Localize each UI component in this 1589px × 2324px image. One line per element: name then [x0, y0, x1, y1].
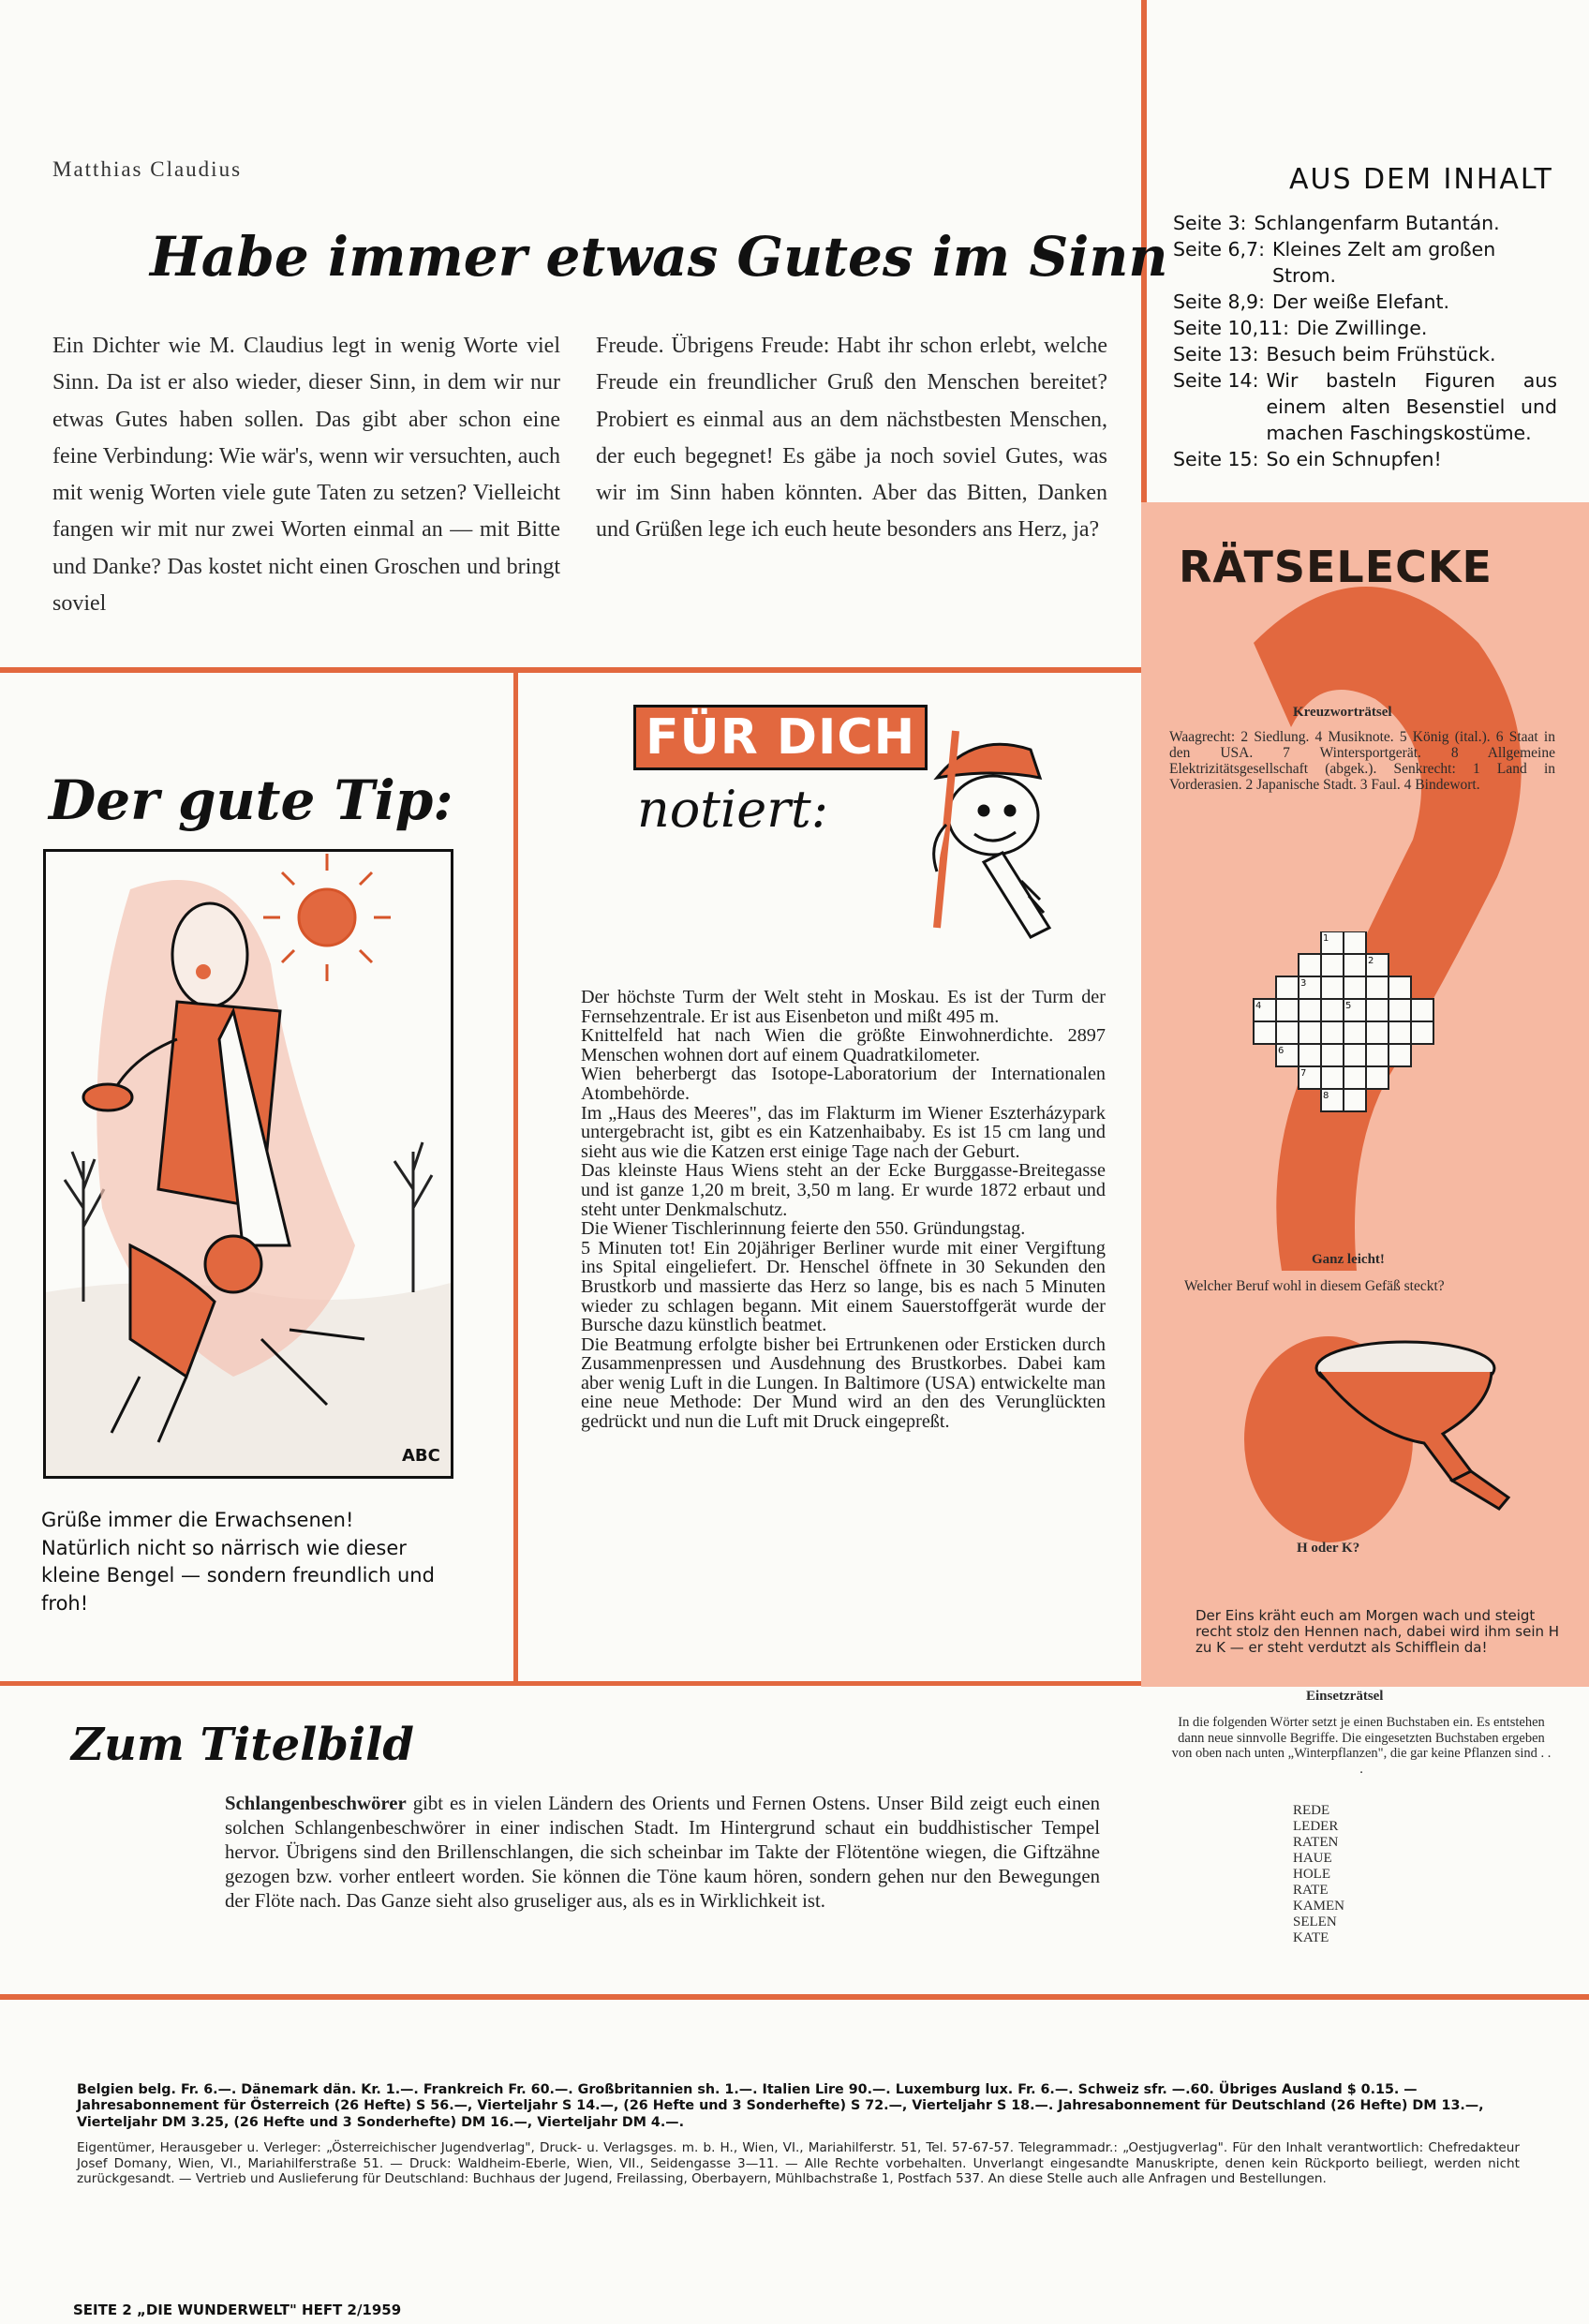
pencil-boy-illustration	[918, 712, 1059, 946]
rule-horizontal-2	[0, 1681, 1145, 1686]
crossword-grid-drawing	[1231, 931, 1456, 1179]
notiert-title-top: FÜR DICH	[633, 705, 928, 770]
grid-number: 2	[1368, 956, 1374, 966]
footer-imprint: Eigentümer, Herausgeber u. Verleger: „Österreichischer Jugendverlag", Druck- u. Verlagsges. m. b. H., Wien, VI., Mariahilferstr. 51, Tel. 57-67-57. Telegrammadr.: „Oestjugverlag". Für den Inhalt verantwortlich: Chefredakteur Josef Domany, Wien, VI., Mariahilferstraße 51. — Druck: Waldheim-Eberle, Wien, VII., Seidengasse 3—11. — Alle Rechte vorbehalten. Unverlangt eingesandte Manuskripte, denen kein Rückporto beiliegt, werden nicht zurückgesandt. — Vertrieb und Auslieferung für Deutschland: Buchhaus der Jugend, Freilassing, Oberbayern, Mühlbachstraße 1, Postfach 537. An diese Stelle auch alle Anfragen und Bestellungen.	[77, 2140, 1520, 2186]
notiert-paragraph: Das kleinste Haus Wiens steht an der Ecke Burggasse-Breitegasse und ist ganze 1,20 m breit, 3,50 m lang. Er wurde 1872 erbaut und steht unter Denkmalschutz.	[581, 1160, 1106, 1220]
footer-page-number: SEITE 2 „DIE WUNDERWELT" HEFT 2/1959	[73, 2302, 402, 2318]
tip-illustration-drawing	[46, 852, 451, 1476]
crossword-clues: Waagrecht: 2 Siedlung. 4 Musiknote. 5 König (ital.). 6 Staat in den USA. 7 Wintersportgerät. 8 Allgemeine Elektrizitätsgesellschaft (abgek.). Senkrecht: 1 Land in Vorderasien. 2 Japanische Stadt. 3 Faul. 4 Bindewort.	[1169, 729, 1555, 793]
puzzle-insert-text: In die folgenden Wörter setzt je einen Buchstaben ein. Es entstehen dann neue sinnvolle Begriffe. Die eingesetzten Buchstaben ergeben von oben nach unten „Winterpflanzen", die gar keine Pflanzen sind . . .	[1171, 1715, 1552, 1777]
crossword-grid	[1231, 931, 1456, 1179]
cover-title: Zum Titelbild	[71, 1719, 414, 1771]
notiert-paragraph: Knittelfeld hat nach Wien die größte Einwohnerdichte. 2897 Menschen wohnen dort auf einem Quadratkilometer.	[581, 1025, 1106, 1065]
puzzle-insert-words	[1293, 1803, 1344, 1946]
contents-page: Seite 3:	[1173, 212, 1247, 234]
article-column-2	[596, 328, 1107, 549]
grid-number: 7	[1300, 1068, 1307, 1079]
tip-illustration	[43, 849, 453, 1479]
contents-item[interactable]	[1173, 236, 1557, 289]
contents-title: Wir basteln Figuren aus einem alten Besenstiel und machen Faschingskostüme.	[1266, 369, 1557, 444]
contents-title: So ein Schnupfen!	[1266, 448, 1442, 470]
puzzle-word: KAMEN	[1293, 1899, 1344, 1914]
contents-item[interactable]	[1173, 315, 1557, 341]
rule-center-vertical	[513, 667, 518, 1683]
grid-number: 3	[1300, 978, 1307, 989]
grid-number: 4	[1255, 1001, 1262, 1011]
author-name: Matthias Claudius	[52, 157, 243, 181]
notiert-paragraph: Der höchste Turm der Welt steht in Moskau. Es ist der Turm der Fernsehzentrale. Er ist aus Eisenbeton und mißt 495 m.	[581, 987, 1106, 1027]
contents-item[interactable]	[1173, 289, 1557, 315]
contents-item[interactable]	[1173, 367, 1557, 446]
rule-horizontal-3	[0, 1994, 1589, 2000]
contents-item[interactable]	[1173, 210, 1557, 236]
contents-item[interactable]	[1173, 341, 1557, 367]
cover-body	[225, 1792, 1100, 1914]
puzzle-word: HOLE	[1293, 1867, 1330, 1882]
puzzle-word: RATEN	[1293, 1835, 1339, 1850]
puzzle-hk-text: Der Eins kräht euch am Morgen wach und steigt recht stolz den Hennen nach, dabei wird ihm sein H zu K — er steht verdutzt als Schifflein da!	[1195, 1607, 1560, 1656]
tip-title: Der gute Tip:	[49, 768, 453, 832]
notiert-title	[633, 705, 928, 770]
contents-title: Kleines Zelt am großen Strom.	[1272, 238, 1496, 287]
raetsel-heading: RÄTSELECKE	[1179, 542, 1492, 592]
puzzle-word: LEDER	[1293, 1819, 1339, 1834]
grid-number: 5	[1345, 1001, 1352, 1011]
notiert-body	[581, 988, 1106, 1432]
notiert-paragraph: 5 Minuten tot! Ein 20jähriger Berliner wurde mit einer Vergiftung ins Spital eingeliefert. Dr. Henschel öffnete in 30 Sekunden den Brustkorb und massierte das Herz so lange, bis es nach 5 Minuten wieder zu schlagen begann. Mit einem Sauerstoffgerät wurde der Bursche dazu künstlich beatmet.	[581, 1237, 1106, 1336]
contents-list	[1173, 210, 1557, 472]
puzzle-word: RATE	[1293, 1883, 1329, 1898]
puzzle-hk-title: H oder K?	[1297, 1541, 1360, 1556]
contents-title: Schlangenfarm Butantán.	[1254, 212, 1500, 234]
contents-item[interactable]	[1173, 446, 1557, 472]
contents-page: Seite 10,11:	[1173, 317, 1290, 339]
contents-page: Seite 6,7:	[1173, 238, 1265, 261]
tip-caption: Grüße immer die Erwachsenen! Natürlich nicht so närrisch wie dieser kleine Bengel — sondern freundlich und froh!	[41, 1509, 435, 1615]
notiert-paragraph: Die Wiener Tischlerinnung feierte den 550. Gründungstag.	[581, 1218, 1026, 1240]
notiert-paragraph: Wien beherbergt das Isotope-Laboratorium der Internationalen Atombehörde.	[581, 1064, 1106, 1104]
notiert-paragraph: Im „Haus des Meeres", das im Flakturm im Wiener Eszterházypark untergebracht ist, gibt es ein Katzenhaibaby. Es ist 15 cm lang und sieht aus wie die Katzen erst einige Tage nach der Geburt.	[581, 1102, 1106, 1162]
contents-page: Seite 8,9:	[1173, 290, 1265, 313]
contents-title: Die Zwillinge.	[1297, 317, 1428, 339]
contents-page: Seite 15:	[1173, 448, 1259, 470]
grid-number: 1	[1323, 933, 1329, 944]
notiert-subtitle: notiert:	[637, 780, 828, 839]
puzzle-word: HAUE	[1293, 1851, 1332, 1866]
grid-number: 6	[1278, 1046, 1285, 1056]
notiert-paragraph: Die Beatmung erfolgte bisher bei Ertrunkenen oder Ersticken durch Zusammenpressen und Ausdehnung des Brustkorbes. Dabei kam aber wenig Luft in die Lungen. In Baltimore (USA) entwickelte man eine neue Methode: Der Mund wird an den des Verunglückten gedrückt und nun die Luft mit Druck eingepreßt.	[581, 1333, 1106, 1433]
contents-page: Seite 14:	[1173, 369, 1259, 392]
puzzle-word: SELEN	[1293, 1914, 1337, 1929]
puzzle-insert-title: Einsetzrätsel	[1306, 1689, 1384, 1704]
puzzle-easy-question: Welcher Beruf wohl in diesem Gefäß steckt?	[1184, 1278, 1445, 1294]
contents-title: Der weiße Elefant.	[1272, 290, 1450, 313]
article-title: Habe immer etwas Gutes im Sinn	[150, 225, 1168, 289]
cover-lead: Schlangenbeschwörer	[225, 1793, 407, 1814]
puzzle-word: REDE	[1293, 1803, 1330, 1818]
puzzle-word: KATE	[1293, 1930, 1329, 1945]
contents-heading: AUS DEM INHALT	[1289, 163, 1553, 196]
rule-horizontal-1	[0, 667, 1143, 673]
grid-number: 8	[1323, 1091, 1329, 1101]
puzzle-easy-title: Ganz leicht!	[1312, 1252, 1385, 1267]
footer-prices: Belgien belg. Fr. 6.—. Dänemark dän. Kr. 1.—. Frankreich Fr. 60.—. Großbritannien sh. 1.—. Italien Lire 90.—. Luxemburg lux. Fr. 6.—. Schweiz sfr. —.60. Übriges Ausland $ 0.15. — Jahresabonnement für Österreich (26 Hefte) S 56.—, Vierteljahr S 14.—, (26 Hefte und 3 Sonderhefte) S 72.—, Vierteljahr S 18.—. Jahresabonnement für Deutschland (26 Hefte) DM 13.—, Vierteljahr DM 3.25, (26 Hefte und 3 Sonderhefte) DM 16.—, Vierteljahr DM 4.—.	[77, 2082, 1484, 2130]
contents-title: Besuch beim Frühstück.	[1266, 343, 1496, 365]
contents-page: Seite 13:	[1173, 343, 1259, 365]
article-column-2-text: Freude. Übrigens Freude: Habt ihr schon erlebt, welche Freude ein freundlicher Gruß den Menschen bereitet? Probiert es einmal aus an dem nächstbesten Menschen, der euch begegnet! Es gäbe ja noch soviel Gutes, was wir im Sinn haben könnten. Aber das Bitten, Danken und Grüßen lege ich euch heute besonders ans Herz, ja?	[596, 334, 1107, 543]
funnel-illustration	[1312, 1331, 1527, 1518]
article-column-1	[52, 328, 560, 622]
sun-icon	[263, 854, 391, 981]
crossword-title: Kreuzworträtsel	[1293, 705, 1392, 720]
article-column-1-text: Ein Dichter wie M. Claudius legt in wenig Worte viel Sinn. Da ist er also wieder, dieser Sinn, in dem wir nur etwas Gutes haben sollen. Das gibt aber schon eine feine Verbindung: Wie wär's, wenn wir versuchten, auch mit wenig Worten viele gute Taten zu setzen? Vielleicht fangen wir mit nur zwei Worten einmal an — mit Bitte und Danke? Das kostet nicht einen Groschen und bringt soviel	[52, 334, 560, 617]
cover-text: gibt es in vielen Ländern des Orients und Fernen Ostens. Unser Bild zeigt euch einen solchen Schlangenbeschwörer in einer indischen Stadt. Im Hintergrund schaut ein buddhistischer Tempel hervor. Übrigens sind den Brillenschlangen, die sich scheinbar im Takte der Flötentöne wiegen, die Giftzähne gezogen bzw. vorher entleert worden. Sie können die Töne kaum hören, sondern gehen nur den Bewegungen der Flöte nach. Das Ganze sieht also gruseliger aus, als es in Wirklichkeit ist.	[225, 1793, 1100, 1912]
illustration-signature: ABC	[402, 1446, 440, 1466]
